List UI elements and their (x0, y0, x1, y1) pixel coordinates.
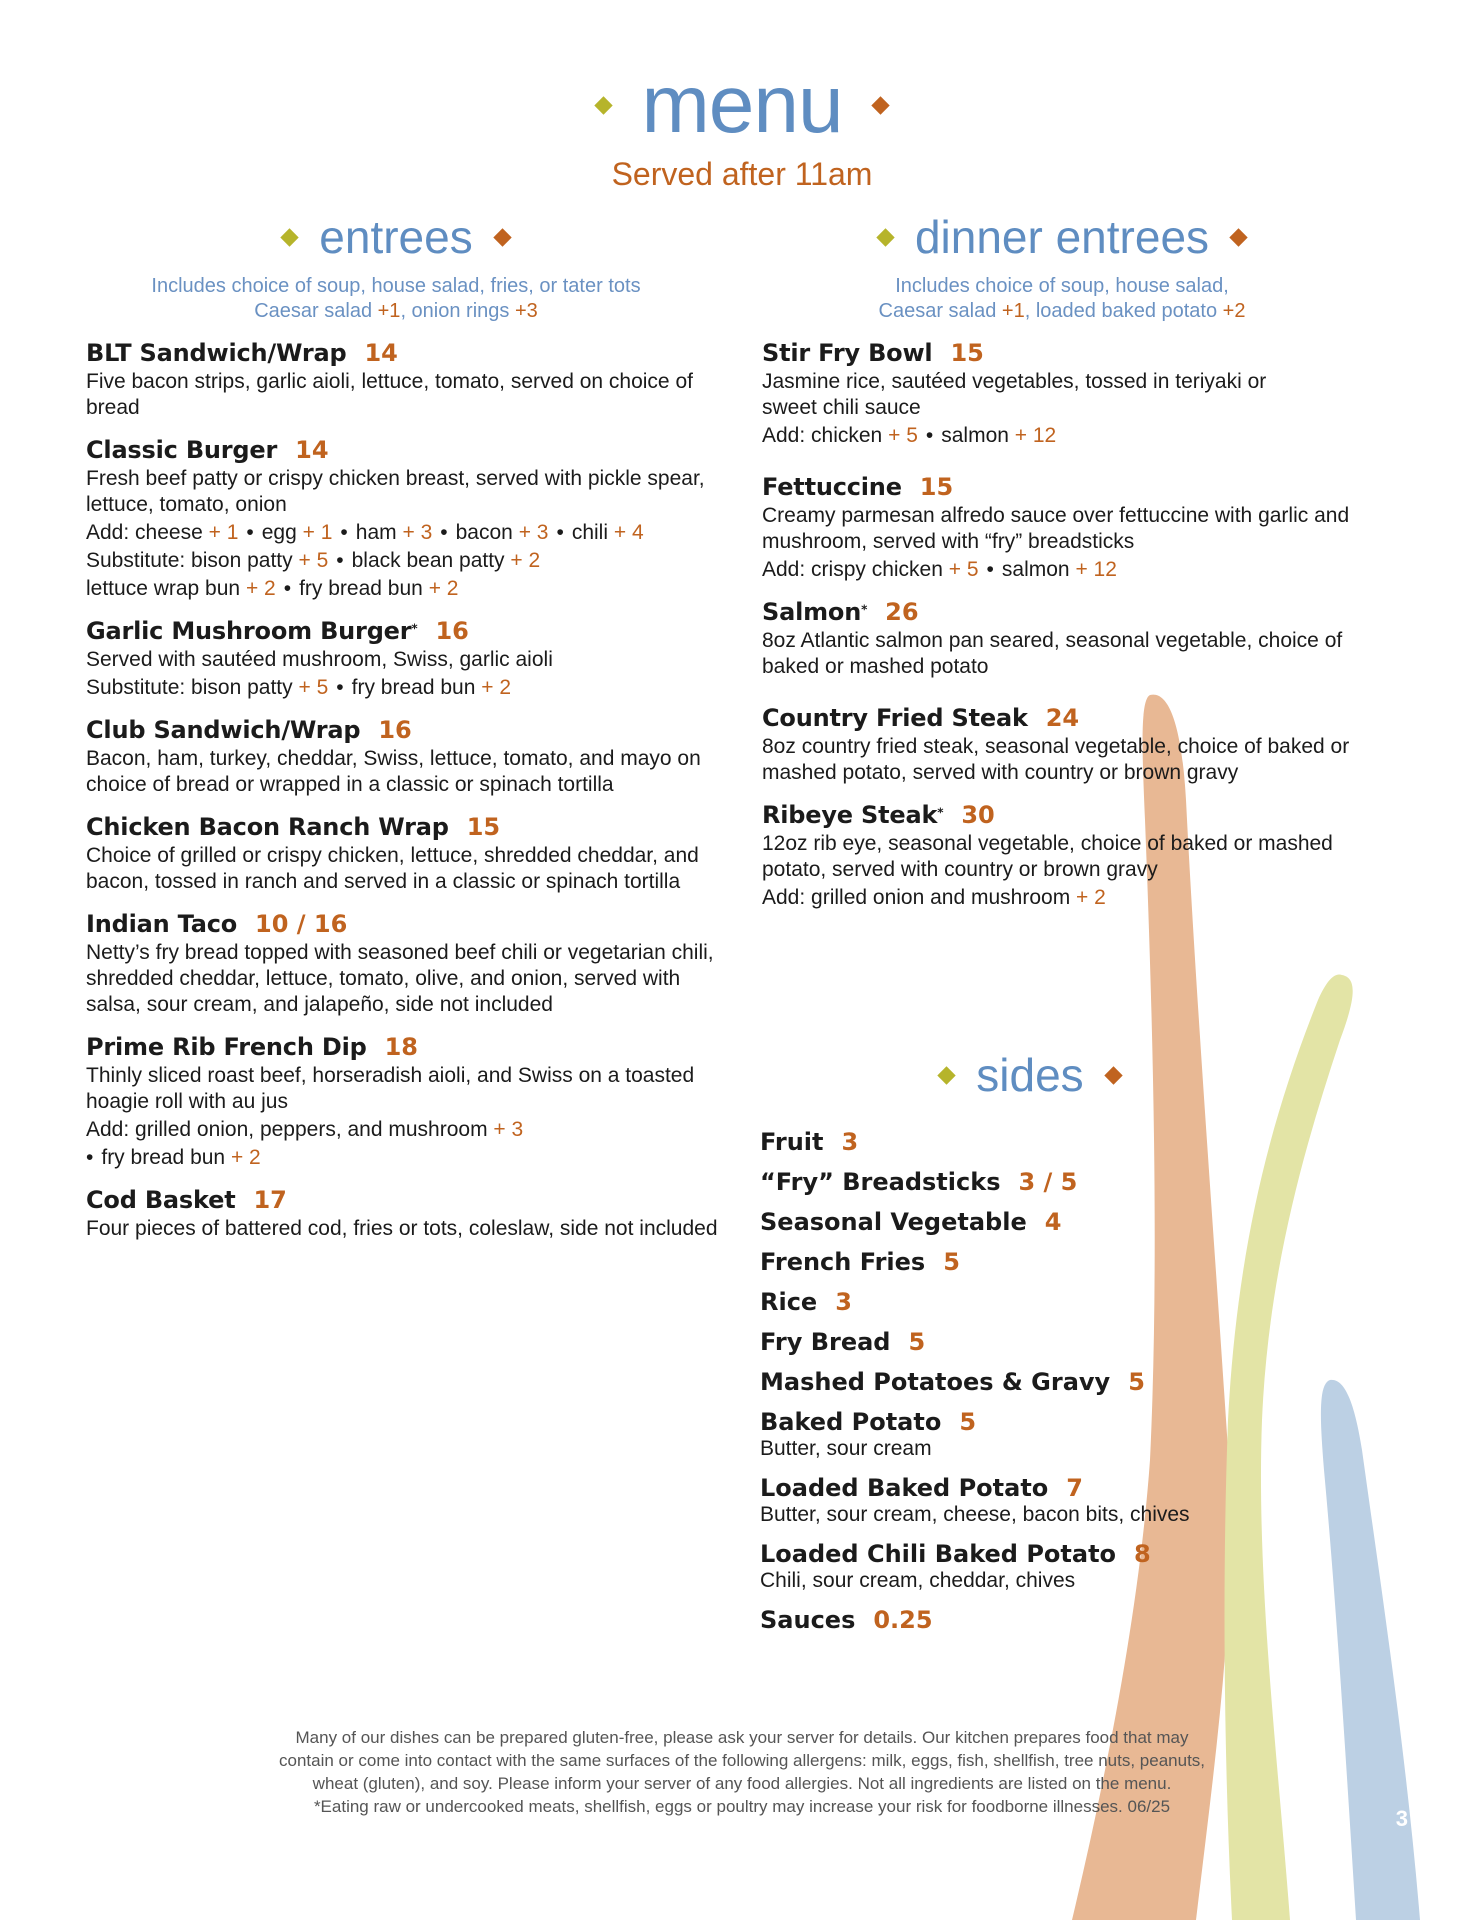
addon-label: Add: grilled onion, peppers, and mushroom (86, 1118, 488, 1141)
entrees-note-line1: Includes choice of soup, house salad, fries, or tater tots (151, 275, 641, 297)
diamond-green-icon (595, 96, 613, 114)
item-substitutes: lettuce wrap bun + 2 • fry bread bun + 2 (86, 577, 459, 600)
sides-section (760, 1048, 1320, 1634)
side-item (760, 1606, 1320, 1634)
addon-label: Add: cheese (86, 521, 203, 544)
item-price: 10 / 16 (255, 910, 348, 938)
item-name: Prime Rib French Dip (86, 1033, 367, 1061)
addon-price: + 3 (402, 521, 433, 544)
item-substitutes: Substitute: bison patty + 5 • black bean patty + 2 (86, 549, 541, 572)
item-name: Classic Burger (86, 436, 278, 464)
menu-header (0, 60, 1484, 193)
side-name: Sauces (760, 1606, 856, 1634)
addon-label: chili (571, 521, 609, 544)
item-name: Salmon (762, 598, 862, 626)
item-name: Indian Taco (86, 910, 238, 938)
sides-title: sides (976, 1049, 1084, 1101)
entrees-note (66, 274, 726, 324)
item-price: 15 (919, 473, 954, 501)
item-description: Jasmine rice, sautéed vegetables, tossed in teriyaki or sweet chili sauce (762, 370, 1267, 419)
note-price: +3 (514, 300, 538, 322)
item-star: * (937, 805, 944, 820)
side-price: 0.25 (873, 1606, 933, 1634)
side-item (760, 1208, 1320, 1236)
item-name: Chicken Bacon Ranch Wrap (86, 813, 449, 841)
addon-price: + 1 (302, 521, 333, 544)
footer-line: contain or come into contact with the same surfaces of the following allergens: milk, eggs, fish, shellfish, tree nuts, peanuts, (278, 1751, 1206, 1770)
addon-price: + 4 (613, 521, 644, 544)
item-price: 15 (950, 339, 984, 367)
side-name: Seasonal Vegetable (760, 1208, 1027, 1236)
item-price: 14 (295, 436, 329, 464)
menu-item-garlic-mushroom-burger (86, 617, 726, 701)
side-price: 5 (959, 1408, 977, 1436)
item-add-ons: Add: crispy chicken + 5 • salmon + 12 (762, 558, 1117, 581)
item-description: Creamy parmesan alfredo sauce over fettuccine with garlic and mushroom, served with “fry” breadsticks (762, 504, 1350, 553)
item-description: Netty’s fry bread topped with seasoned beef chili or vegetarian chili, shredded cheddar, lettuce, tomato, olive, and onion, served with salsa, sour cream, and jalapeño, side not included (86, 941, 714, 1016)
sides-heading (740, 1048, 1320, 1102)
menu-item-classic-burger (86, 436, 726, 602)
dinner-note-line2 (722, 299, 1402, 324)
item-description: Five bacon strips, garlic aioli, lettuce, tomato, served on choice of bread (86, 370, 693, 419)
diamond-green-icon (280, 228, 298, 246)
diamond-orange-icon (1229, 228, 1247, 246)
footer-line: wheat (gluten), and soy. Please inform your server of any food allergies. Not all ingredients are listed on the menu. (312, 1774, 1172, 1793)
addon-price: + 5 (298, 676, 329, 699)
menu-item-club-sandwich (86, 716, 726, 798)
diamond-green-icon (876, 228, 894, 246)
menu-item-cod-basket (86, 1186, 726, 1242)
side-item (760, 1248, 1320, 1276)
addon-price: + 5 (888, 424, 918, 447)
dinner-entrees-title: dinner entrees (914, 211, 1210, 263)
addon-price: + 5 (948, 558, 979, 581)
dinner-entrees-column (762, 210, 1402, 911)
item-name: Fettuccine (762, 473, 902, 501)
item-description: Fresh beef patty or crispy chicken breast, served with pickle spear, lettuce, tomato, onion (86, 467, 705, 516)
menu-item-indian-taco (86, 910, 726, 1018)
item-add-ons: Add: cheese + 1 • egg + 1 • ham + 3 • bacon + 3 • chili + 4 (86, 521, 644, 544)
side-item (760, 1128, 1320, 1156)
side-item (760, 1368, 1320, 1396)
addon-price: + 12 (1014, 424, 1057, 447)
addon-price: + 2 (510, 549, 541, 572)
item-name: Country Fried Steak (762, 704, 1028, 732)
side-description: Chili, sour cream, cheddar, chives (760, 1569, 1076, 1592)
item-price: 14 (364, 339, 398, 367)
addon-price: + 1 (208, 521, 239, 544)
menu-item-blt (86, 339, 726, 421)
item-description: Four pieces of battered cod, fries or tots, coleslaw, side not included (86, 1217, 718, 1240)
side-price: 4 (1044, 1208, 1062, 1236)
addon-label: Add: chicken (762, 424, 883, 447)
side-price: 3 (841, 1128, 859, 1156)
diamond-orange-icon (1104, 1066, 1122, 1084)
item-price: 16 (435, 617, 469, 645)
item-description: 8oz country fried steak, seasonal vegetable, choice of baked or mashed potato, served with country or brown gravy (762, 735, 1350, 784)
item-price: 16 (378, 716, 412, 744)
side-price: 7 (1066, 1474, 1083, 1502)
entrees-heading (66, 210, 726, 264)
note-text: , loaded baked potato (1024, 300, 1223, 322)
item-price: 15 (466, 813, 501, 841)
item-description: 12oz rib eye, seasonal vegetable, choice of baked or mashed potato, served with country or brown gravy (762, 832, 1333, 881)
side-price: 8 (1134, 1540, 1151, 1568)
addon-price: + 2 (481, 676, 511, 699)
menu-item-salmon (762, 598, 1402, 680)
item-star: * (411, 621, 418, 636)
side-description: Butter, sour cream, cheese, bacon bits, chives (760, 1503, 1190, 1526)
side-name: Baked Potato (760, 1408, 942, 1436)
entrees-note-line2 (66, 299, 726, 324)
addon-price: + 12 (1075, 558, 1117, 581)
note-text: Caesar salad (254, 300, 378, 322)
addon-label: Substitute: bison patty (86, 676, 293, 699)
item-substitutes: Substitute: bison patty + 5 • fry bread bun + 2 (86, 676, 511, 699)
side-name: French Fries (760, 1248, 926, 1276)
addon-label: Add: crispy chicken (762, 558, 943, 581)
side-item (760, 1168, 1320, 1196)
menu-item-chicken-bacon-ranch-wrap (86, 813, 726, 895)
side-name: Rice (760, 1288, 818, 1316)
menu-item-prime-rib-french-dip (86, 1033, 726, 1171)
side-price: 5 (1128, 1368, 1145, 1396)
addon-label: Substitute: bison patty (86, 549, 293, 572)
addon-label: fry bread bun (351, 676, 476, 699)
item-price: 24 (1045, 704, 1080, 732)
item-name: Garlic Mushroom Burger (86, 617, 412, 645)
side-item (760, 1288, 1320, 1316)
side-price: 3 (835, 1288, 852, 1316)
side-name: Mashed Potatoes & Gravy (760, 1368, 1111, 1396)
note-price: +1 (1001, 300, 1025, 322)
item-description: Choice of grilled or crispy chicken, lettuce, shredded cheddar, and bacon, tossed in ranch and served in a classic or spinach tortilla (86, 844, 699, 893)
item-add-ons: Add: chicken + 5 • salmon + 12 (762, 424, 1057, 447)
item-name: Club Sandwich/Wrap (86, 716, 361, 744)
item-price: 30 (961, 801, 995, 829)
entrees-title: entrees (319, 211, 473, 263)
item-description: Thinly sliced roast beef, horseradish aioli, and Swiss on a toasted hoagie roll with au jus (86, 1064, 695, 1113)
side-description: Butter, sour cream (760, 1437, 932, 1460)
footer-line: *Eating raw or undercooked meats, shellfish, eggs or poultry may increase your risk for foodborne illnesses. 06/25 (313, 1797, 1171, 1816)
menu-item-country-fried-steak (762, 704, 1402, 786)
side-item (760, 1328, 1320, 1356)
diamond-green-icon (938, 1066, 956, 1084)
item-name: Cod Basket (86, 1186, 236, 1214)
allergen-footer (180, 1726, 1304, 1818)
addon-price: + 3 (493, 1118, 524, 1141)
item-name: Ribeye Steak (762, 801, 938, 829)
note-price: +2 (1222, 300, 1246, 322)
diamond-orange-icon (871, 96, 889, 114)
diamond-orange-icon (493, 228, 511, 246)
side-item (760, 1540, 1320, 1594)
item-description: Bacon, ham, turkey, cheddar, Swiss, lettuce, tomato, and mayo on choice of bread or wrapped in a classic or spinach tortilla (86, 747, 701, 796)
item-price: 18 (384, 1033, 418, 1061)
side-price: 5 (908, 1328, 926, 1356)
note-price: +1 (377, 300, 401, 322)
page-number: 3 (1395, 1806, 1408, 1831)
item-add-ons (762, 885, 1402, 911)
addon-label: egg (261, 521, 297, 544)
note-text: , onion rings (400, 300, 515, 322)
addon-price: + 2 (1076, 886, 1106, 909)
side-name: Loaded Baked Potato (760, 1474, 1049, 1502)
addon-label: Add: grilled onion and mushroom (762, 886, 1071, 909)
item-name: BLT Sandwich/Wrap (86, 339, 347, 367)
menu-item-stir-fry-bowl (762, 339, 1402, 449)
side-name: “Fry” Breadsticks (760, 1168, 1001, 1196)
footer-line: Many of our dishes can be prepared gluten-free, please ask your server for details. Our kitchen prepares food that may (295, 1728, 1189, 1747)
addon-label: ham (355, 521, 397, 544)
item-add-ons (86, 1117, 726, 1143)
dinner-note-line1: Includes choice of soup, house salad, (895, 275, 1229, 297)
addon-price: + 2 (245, 577, 276, 600)
side-price: 5 (943, 1248, 960, 1276)
note-text: Caesar salad (878, 300, 1002, 322)
addon-label: fry bread bun (299, 577, 423, 600)
addon-price: + 2 (428, 577, 459, 600)
item-star: * (861, 602, 868, 617)
side-name: Loaded Chili Baked Potato (760, 1540, 1117, 1568)
menu-subtitle: Served after 11am (611, 156, 873, 192)
dinner-entrees-heading (722, 210, 1402, 264)
addon-label: salmon (941, 424, 1009, 447)
side-name: Fruit (760, 1128, 824, 1156)
addon-label: bacon (455, 521, 513, 544)
addon-price: + 3 (518, 521, 549, 544)
side-name: Fry Bread (760, 1328, 891, 1356)
item-price: 17 (253, 1186, 287, 1214)
item-description: Served with sautéed mushroom, Swiss, garlic aioli (86, 648, 553, 671)
menu-title: menu (641, 59, 843, 150)
addon-label: lettuce wrap bun (86, 577, 241, 600)
addon-label: fry bread bun (101, 1146, 226, 1169)
item-add-ons: • fry bread bun + 2 (86, 1146, 261, 1169)
side-price: 3 / 5 (1018, 1168, 1078, 1196)
side-item (760, 1408, 1320, 1462)
dinner-note (722, 274, 1402, 324)
menu-item-ribeye-steak (762, 801, 1402, 911)
item-price: 26 (885, 598, 919, 626)
blue-brush-stroke (1321, 1380, 1420, 1920)
addon-price: + 5 (298, 549, 329, 572)
side-item (760, 1474, 1320, 1528)
addon-label: salmon (1001, 558, 1070, 581)
item-name: Stir Fry Bowl (762, 339, 933, 367)
addon-price: + 2 (230, 1146, 261, 1169)
item-description: 8oz Atlantic salmon pan seared, seasonal vegetable, choice of baked or mashed potato (762, 629, 1343, 678)
addon-label: black bean patty (351, 549, 505, 572)
menu-item-fettuccine (762, 473, 1402, 583)
entrees-column (86, 210, 726, 1242)
